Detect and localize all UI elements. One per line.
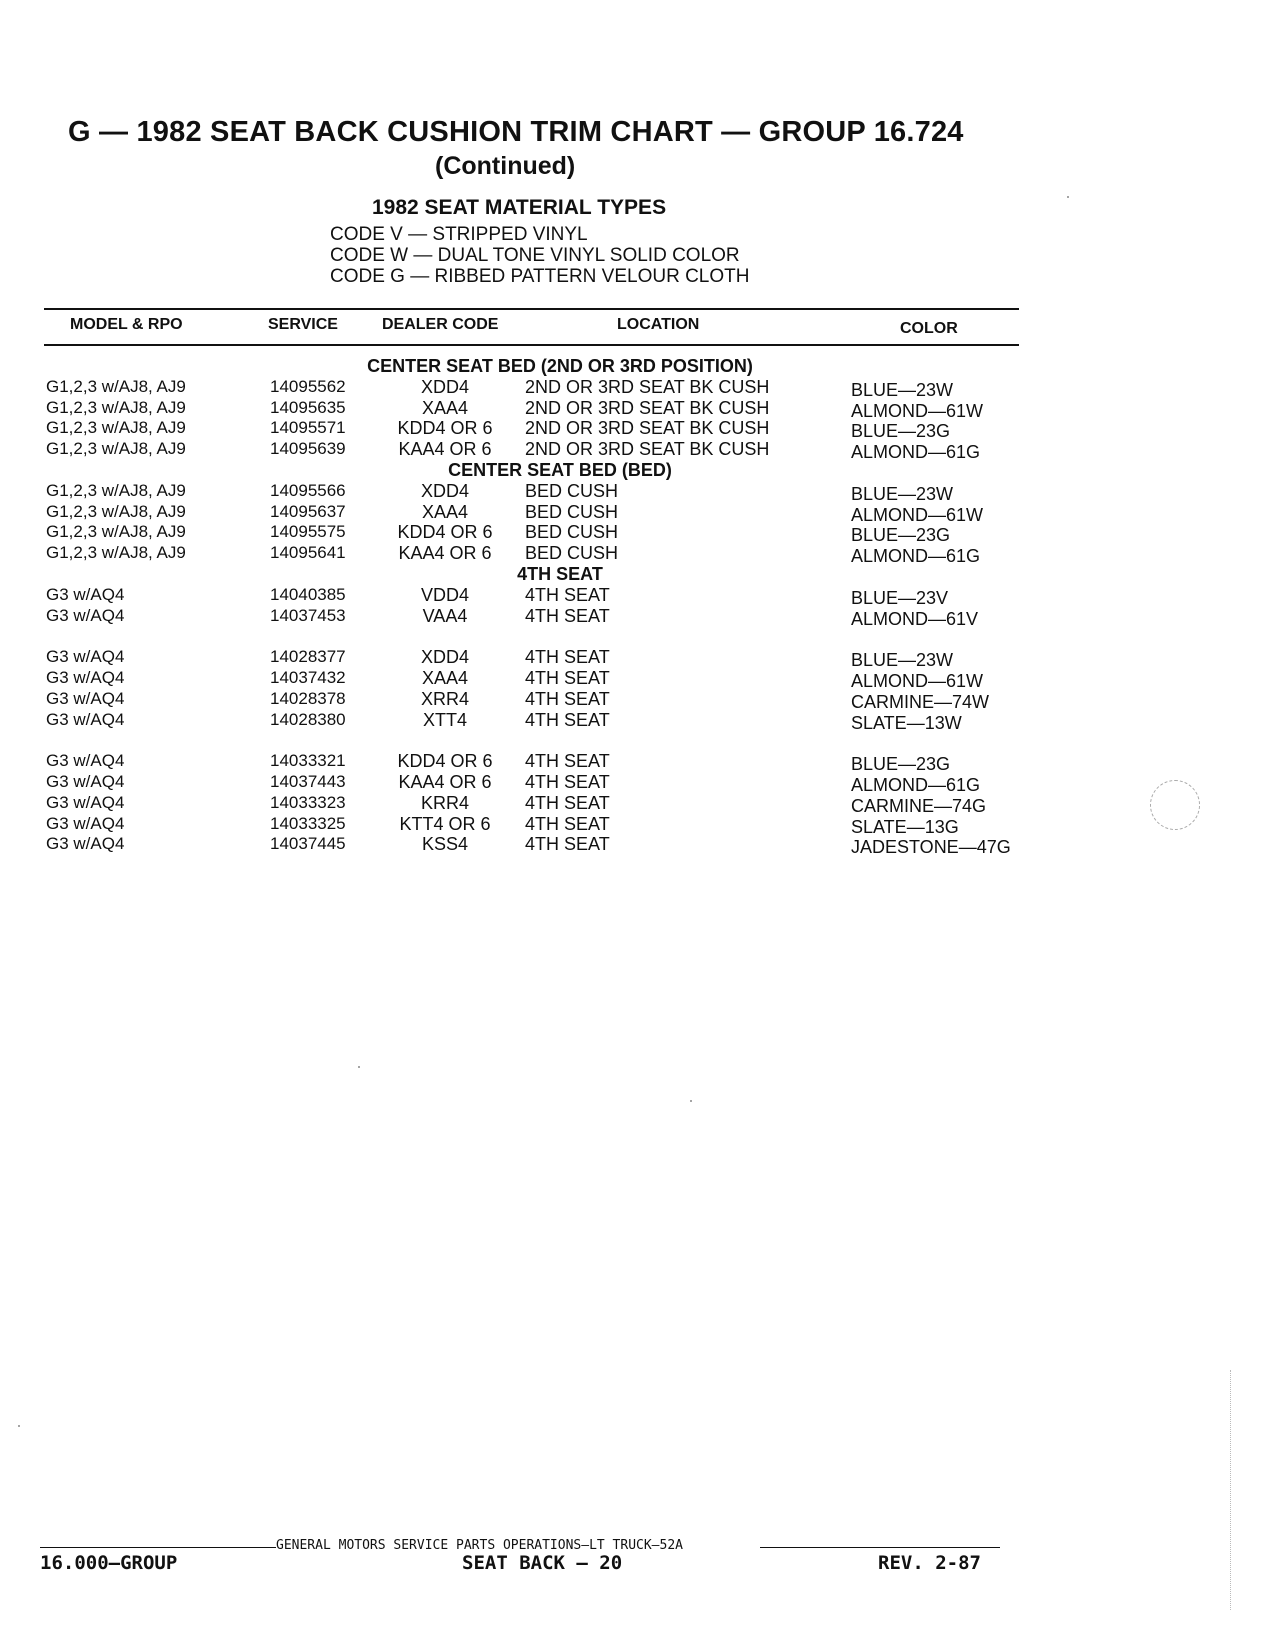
cell-service-number: 14037453: [270, 605, 346, 625]
cell-location: 4TH SEAT: [525, 688, 610, 709]
cell-model-rpo: G3 w/AQ4: [46, 647, 125, 667]
cell-location: BED CUSH: [525, 543, 619, 564]
scan-speck: [18, 1425, 20, 1427]
cell-model-rpo: G1,2,3 w/AJ8, AJ9: [46, 480, 186, 500]
cell-model-rpo: G3 w/AQ4: [46, 792, 125, 812]
scan-speck: [1067, 196, 1069, 198]
cell-location: 4TH SEAT: [525, 792, 610, 813]
cell-color: CARMINE—74W: [851, 691, 990, 712]
trim-table-body: [0, 356, 1280, 858]
cell-color: ALMOND—61W: [851, 504, 984, 525]
scan-artifact: [1230, 1370, 1233, 1610]
table-row: [0, 772, 1280, 793]
cell-dealer-code: VDD4: [420, 584, 469, 605]
footer-source: GENERAL MOTORS SERVICE PARTS OPERATIONS—LT TRUCK—52A: [276, 1538, 683, 1553]
cell-color: JADESTONE—47G: [851, 837, 1011, 858]
cell-dealer-code: XRR4: [420, 688, 469, 709]
page-title: G — 1982 SEAT BACK CUSHION TRIM CHART — GROUP 16.724: [68, 116, 964, 148]
cell-dealer-code: KDD4 OR 6: [397, 418, 493, 439]
cell-location: 2ND OR 3RD SEAT BK CUSH: [525, 439, 770, 460]
cell-color: BLUE—23G: [851, 525, 951, 546]
footer-group: 16.000—GROUP: [40, 1552, 178, 1574]
table-row: [0, 751, 1280, 775]
material-types-heading: 1982 SEAT MATERIAL TYPES: [372, 196, 667, 219]
cell-model-rpo: G1,2,3 w/AJ8, AJ9: [46, 418, 186, 438]
cell-service-number: 14095637: [270, 501, 346, 521]
section-heading: 4TH SEAT: [517, 563, 603, 584]
cell-model-rpo: G1,2,3 w/AJ8, AJ9: [46, 397, 186, 417]
table-row: [0, 834, 1280, 858]
cell-service-number: 14095562: [270, 376, 346, 396]
cell-dealer-code: XDD4: [420, 376, 469, 397]
cell-service-number: 14033323: [270, 792, 346, 812]
table-row: [0, 398, 1280, 419]
table-top-rule: [44, 308, 1019, 310]
cell-color: ALMOND—61G: [851, 546, 981, 567]
cell-model-rpo: G1,2,3 w/AJ8, AJ9: [46, 501, 186, 521]
section-heading: CENTER SEAT BED (BED): [448, 459, 672, 480]
cell-color: ALMOND—61W: [851, 670, 984, 691]
cell-color: BLUE—23G: [851, 754, 951, 775]
scan-speck: [690, 1100, 692, 1102]
material-code: CODE G — RIBBED PATTERN VELOUR CLOTH: [330, 266, 750, 287]
cell-service-number: 14095566: [270, 480, 346, 500]
cell-dealer-code: XDD4: [420, 647, 469, 668]
table-row: [0, 522, 1280, 546]
cell-model-rpo: G1,2,3 w/AJ8, AJ9: [46, 439, 186, 459]
material-code: CODE W — DUAL TONE VINYL SOLID COLOR: [330, 245, 740, 266]
cell-dealer-code: KAA4 OR 6: [398, 439, 492, 460]
cell-location: 2ND OR 3RD SEAT BK CUSH: [525, 397, 770, 418]
cell-model-rpo: G3 w/AQ4: [46, 751, 125, 771]
column-header-service: SERVICE: [268, 316, 338, 333]
cell-model-rpo: G3 w/AQ4: [46, 667, 125, 687]
cell-location: BED CUSH: [525, 480, 619, 501]
cell-service-number: 14028377: [270, 647, 346, 667]
cell-location: 4TH SEAT: [525, 751, 610, 772]
cell-service-number: 14037445: [270, 834, 346, 854]
table-row: [0, 793, 1280, 814]
table-spacer-row: [0, 626, 1280, 647]
cell-service-number: 14040385: [270, 584, 346, 604]
table-section-row: [0, 356, 1280, 377]
table-row: [0, 377, 1280, 398]
cell-color: ALMOND—61V: [851, 608, 979, 629]
footer-rule-left: [40, 1547, 276, 1548]
cell-service-number: 14095571: [270, 418, 346, 438]
cell-location: 2ND OR 3RD SEAT BK CUSH: [525, 376, 770, 397]
cell-service-number: 14028378: [270, 688, 346, 708]
cell-color: BLUE—23W: [851, 379, 954, 400]
cell-color: ALMOND—61G: [851, 442, 981, 463]
cell-service-number: 14037443: [270, 771, 346, 791]
cell-model-rpo: G3 w/AQ4: [46, 834, 125, 854]
page-subtitle: (Continued): [435, 152, 576, 180]
cell-dealer-code: KAA4 OR 6: [398, 771, 492, 792]
cell-location: 4TH SEAT: [525, 605, 610, 626]
table-header-rule: [44, 344, 1019, 346]
cell-color: BLUE—23G: [851, 421, 951, 442]
table-row: [0, 502, 1280, 523]
cell-location: 4TH SEAT: [525, 834, 610, 855]
cell-model-rpo: G3 w/AQ4: [46, 709, 125, 729]
cell-location: 4TH SEAT: [525, 584, 610, 605]
cell-dealer-code: KAA4 OR 6: [398, 543, 492, 564]
scan-speck: [358, 1066, 360, 1068]
cell-color: SLATE—13G: [851, 816, 959, 837]
column-header-dealer-code: DEALER CODE: [382, 316, 499, 333]
cell-location: 4TH SEAT: [525, 709, 610, 730]
cell-service-number: 14095641: [270, 543, 346, 563]
cell-model-rpo: G3 w/AQ4: [46, 771, 125, 791]
cell-location: BED CUSH: [525, 501, 619, 522]
cell-model-rpo: G1,2,3 w/AJ8, AJ9: [46, 376, 186, 396]
cell-service-number: 14095575: [270, 522, 346, 542]
cell-service-number: 14095635: [270, 397, 346, 417]
material-codes-list: [330, 224, 749, 287]
cell-dealer-code: KRR4: [420, 792, 469, 813]
cell-dealer-code: XAA4: [421, 501, 469, 522]
cell-dealer-code: XAA4: [421, 397, 469, 418]
cell-dealer-code: XTT4: [422, 709, 467, 730]
cell-color: ALMOND—61W: [851, 400, 984, 421]
table-row: [0, 710, 1280, 731]
cell-location: 4TH SEAT: [525, 813, 610, 834]
cell-service-number: 14037432: [270, 667, 346, 687]
cell-color: SLATE—13W: [851, 712, 962, 733]
cell-service-number: 14028380: [270, 709, 346, 729]
cell-model-rpo: G1,2,3 w/AJ8, AJ9: [46, 543, 186, 563]
cell-location: 4TH SEAT: [525, 667, 610, 688]
cell-dealer-code: XDD4: [420, 480, 469, 501]
cell-dealer-code: XAA4: [421, 667, 469, 688]
cell-model-rpo: G3 w/AQ4: [46, 813, 125, 833]
table-row: [0, 543, 1280, 567]
cell-dealer-code: KSS4: [421, 834, 469, 855]
table-spacer-row: [0, 730, 1280, 751]
column-header-model: MODEL & RPO: [70, 316, 183, 333]
table-row: [0, 418, 1280, 442]
column-header-color: COLOR: [900, 320, 958, 337]
cell-color: CARMINE—74G: [851, 795, 987, 816]
cell-color: BLUE—23V: [851, 587, 949, 608]
cell-location: 4TH SEAT: [525, 771, 610, 792]
cell-location: 2ND OR 3RD SEAT BK CUSH: [525, 418, 770, 439]
table-row: [0, 814, 1280, 835]
table-row: [0, 647, 1280, 671]
table-row: [0, 606, 1280, 627]
cell-location: 4TH SEAT: [525, 647, 610, 668]
table-section-row: [0, 460, 1280, 481]
table-section-row: [0, 564, 1280, 585]
footer-revision: REV. 2-87: [878, 1552, 981, 1574]
cell-model-rpo: G3 w/AQ4: [46, 584, 125, 604]
cell-color: BLUE—23W: [851, 483, 954, 504]
cell-dealer-code: KDD4 OR 6: [397, 522, 493, 543]
cell-model-rpo: G3 w/AQ4: [46, 688, 125, 708]
table-row: [0, 481, 1280, 502]
section-heading: CENTER SEAT BED (2ND OR 3RD POSITION): [367, 356, 753, 376]
table-row: [0, 668, 1280, 689]
cell-service-number: 14033325: [270, 813, 346, 833]
table-row: [0, 585, 1280, 606]
table-row: [0, 439, 1280, 463]
scan-artifact: [1150, 780, 1200, 830]
cell-dealer-code: KTT4 OR 6: [399, 813, 491, 834]
footer-page-number: SEAT BACK – 20: [462, 1552, 623, 1574]
cell-model-rpo: G3 w/AQ4: [46, 605, 125, 625]
cell-dealer-code: VAA4: [422, 605, 468, 626]
cell-location: BED CUSH: [525, 522, 619, 543]
cell-service-number: 14033321: [270, 751, 346, 771]
cell-color: ALMOND—61G: [851, 774, 981, 795]
cell-model-rpo: G1,2,3 w/AJ8, AJ9: [46, 522, 186, 542]
column-header-location: LOCATION: [617, 316, 700, 333]
cell-service-number: 14095639: [270, 439, 346, 459]
material-code: CODE V — STRIPPED VINYL: [330, 224, 588, 245]
cell-dealer-code: KDD4 OR 6: [397, 751, 493, 772]
cell-color: BLUE—23W: [851, 650, 954, 671]
footer-rule-right: [760, 1547, 1000, 1548]
table-row: [0, 689, 1280, 710]
